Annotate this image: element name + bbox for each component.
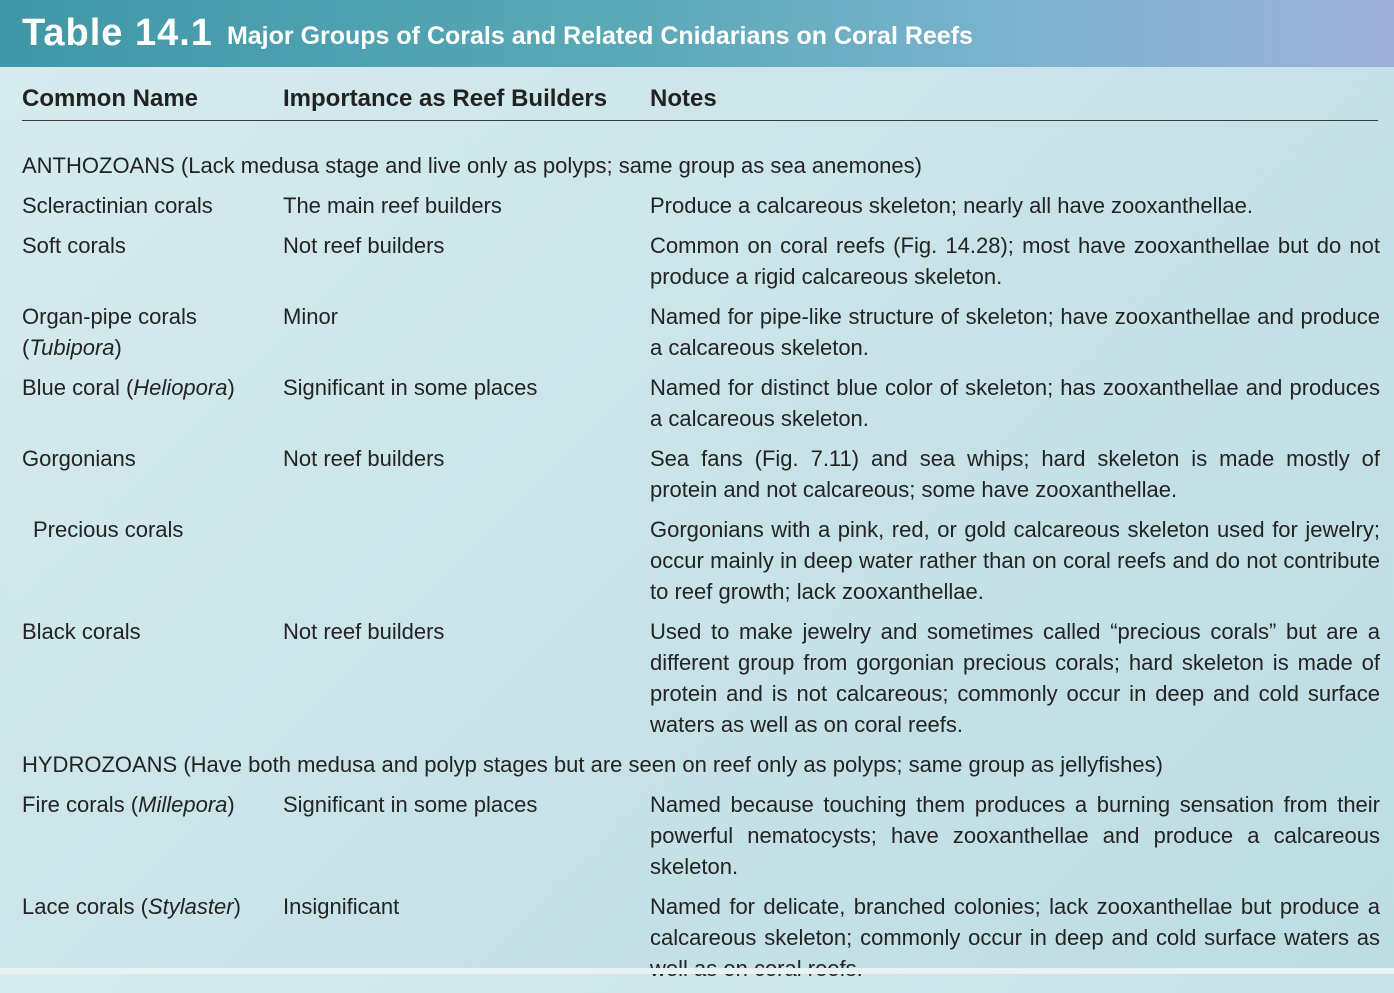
row-name-common: Fire corals <box>22 792 125 817</box>
row-notes: Named for pipe-like structure of skeleton; have zooxanthellae and produce a calcareous skeleton. <box>650 304 1380 360</box>
row-importance: The main reef builders <box>283 193 502 218</box>
row-name: Fire corals (Millepora) <box>22 792 235 817</box>
row-importance: Insignificant <box>283 894 400 919</box>
table-title-bar <box>0 0 1394 67</box>
row-notes: Sea fans (Fig. 7.11) and sea whips; hard skeleton is made mostly of protein and not calcareous; some have zooxanthellae. <box>650 446 1380 502</box>
table-row <box>22 443 1382 505</box>
row-importance: Minor <box>283 304 339 329</box>
row-name: Lace corals (Stylaster) <box>22 894 241 919</box>
row-name-genus: Heliopora <box>133 375 228 400</box>
row-notes: Common on coral reefs (Fig. 14.28); most have zooxanthellae but do not produce a rigid calcareous skeleton. <box>650 233 1380 289</box>
row-notes: Produce a calcareous skeleton; nearly all have zooxanthellae. <box>650 193 1253 218</box>
row-name-common: Lace corals <box>22 894 135 919</box>
column-header-common-name: Common Name <box>22 85 199 112</box>
row-notes: Named for distinct blue color of skeleton; has zooxanthellae and produces a calcareous skeleton. <box>650 375 1380 431</box>
row-name-genus: Stylaster <box>147 894 234 919</box>
row-name-common: Blue coral <box>22 375 120 400</box>
row-importance: Significant in some places <box>283 375 538 400</box>
table-row <box>22 616 1382 740</box>
group-heading-anthozoans: ANTHOZOANS (Lack medusa stage and live only as polyps; same group as sea anemones) <box>22 153 922 178</box>
row-name: Blue coral (Heliopora) <box>22 375 235 400</box>
table-title: Major Groups of Corals and Related Cnidarians on Coral Reefs <box>226 22 973 50</box>
row-name: Scleractinian corals <box>22 193 213 218</box>
table-row <box>22 789 1382 882</box>
row-name: Black corals <box>22 619 141 644</box>
table-header <box>22 82 1378 121</box>
row-name: Gorgonians <box>22 446 136 471</box>
column-header-notes: Notes <box>650 85 717 112</box>
row-importance: Significant in some places <box>283 792 538 817</box>
row-notes: Used to make jewelry and sometimes called “precious corals” but are a different group from gorgonian precious corals; hard skeleton is made of protein and is not calcareous; commonly occur in deep and cold surface waters as well as on coral reefs. <box>650 619 1380 737</box>
table-number: Table 14.1 <box>22 12 213 54</box>
table-row <box>22 190 1382 221</box>
row-notes: Named for delicate, branched colonies; lack zooxanthellae but produce a calcareous skeleton; commonly occur in deep and cold surface waters as <box>650 894 1380 950</box>
table-body <box>22 150 1382 993</box>
row-notes: Gorgonians with a pink, red, or gold calcareous skeleton used for jewelry; occur mainly in deep water rather than on coral reefs and do not contribute to reef growth; lack zooxanthellae. <box>650 517 1380 604</box>
row-name-genus: Tubipora <box>29 335 115 360</box>
bottom-border <box>0 968 1394 974</box>
row-name-common: Organ-pipe corals <box>22 304 197 329</box>
row-name: Organ-pipe corals (Tubipora) <box>22 304 197 360</box>
table-row <box>22 372 1382 434</box>
column-header-importance: Importance as Reef Builders <box>283 85 608 112</box>
row-notes: Named because touching them produces a burning sensation from their powerful nematocysts; have zooxanthellae and produce a calcareous skeleton. <box>650 792 1380 879</box>
row-name-genus: Millepora <box>138 792 228 817</box>
row-name: Soft corals <box>22 233 126 258</box>
group-heading-hydrozoans: HYDROZOANS (Have both medusa and polyp stages but are seen on reef only as polyps; same group as jellyfishes) <box>22 752 1163 777</box>
table-row <box>22 301 1382 363</box>
row-importance: Not reef builders <box>283 446 445 471</box>
row-name: Precious corals <box>33 517 184 542</box>
row-importance: Not reef builders <box>283 619 445 644</box>
row-importance: Not reef builders <box>283 233 445 258</box>
table-row <box>22 514 1382 607</box>
table-row <box>22 230 1382 292</box>
